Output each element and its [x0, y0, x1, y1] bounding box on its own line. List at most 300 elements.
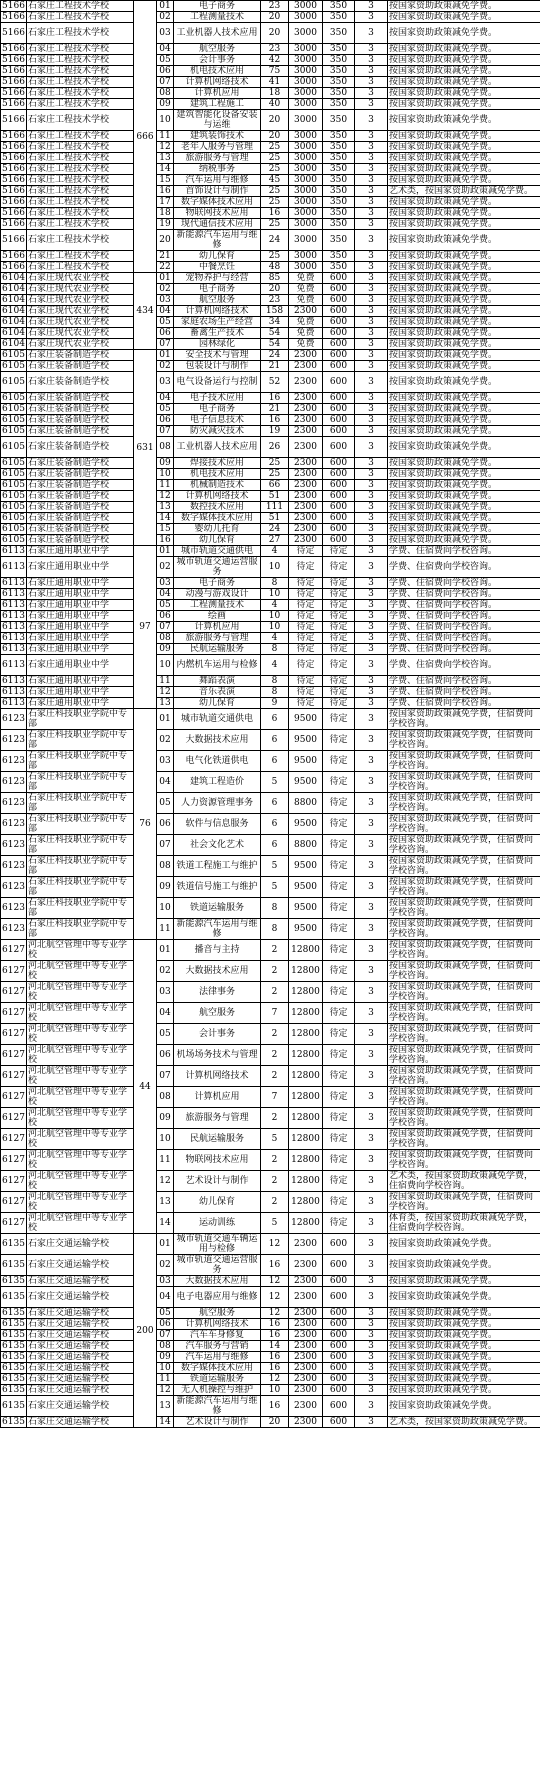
remark-cell: 按国家资助政策减免学费。	[388, 1385, 540, 1396]
major-code-cell: 09	[157, 99, 174, 110]
remark-cell: 学费、住宿费向学校咨询。	[388, 611, 540, 622]
school-name-cell: 石家庄科技职业学院中专部	[27, 835, 134, 856]
major-code-cell: 07	[157, 426, 174, 437]
study-years-cell: 3	[355, 153, 388, 164]
plan-count-cell: 4	[261, 655, 289, 676]
school-name-cell: 石家庄交通运输学校	[27, 1287, 134, 1308]
table-row	[1, 393, 540, 404]
remark-cell: 按国家资助政策减免学费。	[388, 361, 540, 372]
major-name-cell: 建筑工程造价	[174, 772, 261, 793]
school-code-cell: 6135	[1, 1255, 27, 1276]
major-name-cell: 婴幼儿托育	[174, 524, 261, 535]
major-name-cell: 家庭农场生产经营	[174, 317, 261, 328]
tuition-cell: 12800	[289, 961, 323, 982]
major-name-cell: 电气化铁道供电	[174, 751, 261, 772]
tuition-cell: 2300	[289, 361, 323, 372]
school-name-cell: 石家庄工程技术学校	[27, 77, 134, 88]
tuition-cell: 12800	[289, 1024, 323, 1045]
major-code-cell: 04	[157, 1287, 174, 1308]
study-years-cell: 3	[355, 919, 388, 940]
school-name-cell: 石家庄交通运输学校	[27, 1308, 134, 1319]
lodging-fee-cell: 待定	[323, 546, 355, 557]
table-row	[1, 219, 540, 230]
plan-count-cell: 41	[261, 77, 289, 88]
table-row	[1, 1276, 540, 1287]
major-name-cell: 电气设备运行与控制	[174, 372, 261, 393]
lodging-fee-cell: 600	[323, 1308, 355, 1319]
major-code-cell: 06	[157, 611, 174, 622]
plan-count-cell: 20	[261, 12, 289, 23]
school-code-cell: 6127	[1, 1045, 27, 1066]
plan-count-cell: 23	[261, 295, 289, 306]
remark-cell: 按国家资助政策减免学费。	[388, 175, 540, 186]
table-row	[1, 110, 540, 131]
school-code-cell: 6104	[2, 317, 25, 327]
school-code-cell: 6123	[1, 751, 27, 772]
tuition-cell: 2300	[289, 1417, 323, 1428]
tuition-cell: 待定	[289, 698, 323, 709]
lodging-fee-cell: 350	[323, 77, 355, 88]
school-name-cell: 石家庄通用职业中学	[27, 557, 134, 578]
tuition-cell: 12800	[289, 1129, 323, 1150]
major-code-cell: 08	[157, 1087, 174, 1108]
plan-count-cell: 16	[261, 1330, 289, 1341]
table-row	[1, 23, 540, 44]
school-code-cell: 5166	[2, 77, 25, 87]
school-name-cell: 石家庄通用职业中学	[27, 611, 134, 622]
plan-count-cell: 25	[261, 164, 289, 175]
tuition-cell: 待定	[289, 589, 323, 600]
tuition-cell: 免费	[289, 284, 323, 295]
tuition-cell: 2300	[289, 469, 323, 480]
lodging-fee-cell: 350	[323, 23, 355, 44]
major-name-cell: 旅游服务与管理	[174, 1108, 261, 1129]
study-years-cell: 3	[355, 317, 388, 328]
school-code-cell: 6123	[1, 919, 27, 940]
school-code-cell: 6113	[2, 633, 25, 643]
plan-count-cell: 12	[261, 1287, 289, 1308]
tuition-cell: 3000	[289, 110, 323, 131]
plan-count-cell: 27	[261, 535, 289, 546]
study-years-cell: 3	[355, 1192, 388, 1213]
remark-cell: 按国家资助政策减免学费。	[388, 491, 540, 502]
school-name-cell: 石家庄现代农业学校	[27, 284, 134, 295]
remark-cell: 按国家资助政策减免学费。	[388, 153, 540, 164]
plan-count-cell: 2	[261, 961, 289, 982]
major-name-cell: 内燃机车运用与检修	[174, 655, 261, 676]
plan-count-cell: 111	[261, 502, 289, 513]
tuition-cell: 2300	[289, 404, 323, 415]
major-code-cell: 15	[157, 175, 174, 186]
lodging-fee-cell: 待定	[323, 611, 355, 622]
plan-count-cell: 16	[261, 415, 289, 426]
major-name-cell: 安全技术与管理	[174, 350, 261, 361]
study-years-cell: 3	[355, 164, 388, 175]
plan-count-cell: 2	[261, 1066, 289, 1087]
school-code-cell: 5166	[2, 197, 25, 207]
major-name-cell: 铁道运输服务	[174, 1374, 261, 1385]
tuition-cell: 12800	[289, 1066, 323, 1087]
tuition-cell: 9500	[289, 772, 323, 793]
table-row	[1, 230, 540, 251]
major-name-cell: 中餐烹饪	[174, 262, 261, 273]
remark-cell: 按国家资助政策减免学费。	[388, 23, 540, 44]
major-name-cell: 工程测量技术	[174, 600, 261, 611]
major-code-cell: 13	[157, 1396, 174, 1417]
table-row	[1, 1352, 540, 1363]
major-name-cell: 计算机网络技术	[174, 77, 261, 88]
major-name-cell: 旅游服务与管理	[174, 633, 261, 644]
school-code-cell: 6105	[2, 491, 25, 501]
remark-cell: 学费、住宿费向学校咨询。	[388, 676, 540, 687]
major-code-cell: 03	[157, 578, 174, 589]
major-name-cell: 电子技术应用	[174, 393, 261, 404]
school-code-cell: 6127	[1, 1192, 27, 1213]
tuition-cell: 2300	[289, 415, 323, 426]
study-years-cell: 3	[355, 77, 388, 88]
major-name-cell: 计算机网络技术	[174, 306, 261, 317]
remark-cell: 按国家资助政策减免学费。	[388, 230, 540, 251]
school-name-cell: 石家庄工程技术学校	[27, 23, 134, 44]
major-code-cell: 10	[157, 110, 174, 131]
school-name-cell: 石家庄工程技术学校	[27, 251, 134, 262]
plan-count-cell: 25	[261, 251, 289, 262]
study-years-cell: 3	[355, 814, 388, 835]
remark-cell: 学费、住宿费向学校咨询。	[388, 698, 540, 709]
tuition-cell: 3000	[289, 1, 323, 12]
tuition-cell: 9500	[289, 751, 323, 772]
major-code-cell: 10	[157, 1129, 174, 1150]
study-years-cell: 3	[355, 546, 388, 557]
remark-cell: 按国家资助政策减免学费，住宿费向学校咨询。	[388, 1024, 540, 1045]
plan-count-cell: 158	[261, 306, 289, 317]
tuition-cell: 免费	[289, 295, 323, 306]
study-years-cell: 3	[355, 230, 388, 251]
table-row	[1, 1087, 540, 1108]
major-code-cell: 05	[157, 1308, 174, 1319]
remark-cell: 艺术类，按国家资助政策减免学费。	[388, 186, 540, 197]
school-code-cell: 5166	[2, 99, 25, 109]
study-years-cell: 3	[355, 1213, 388, 1234]
plan-count-cell: 75	[261, 66, 289, 77]
total-plan-cell: 76	[134, 709, 157, 940]
plan-count-cell: 2	[261, 1192, 289, 1213]
major-code-cell: 14	[157, 513, 174, 524]
table-row	[1, 535, 540, 546]
school-code-cell: 6105	[2, 415, 25, 425]
school-name-cell: 石家庄通用职业中学	[27, 644, 134, 655]
major-name-cell: 工业机器人技术应用	[174, 437, 261, 458]
lodging-fee-cell: 600	[323, 415, 355, 426]
major-code-cell: 09	[157, 458, 174, 469]
major-code-cell: 03	[157, 751, 174, 772]
school-code-cell: 6104	[2, 328, 25, 338]
school-name-cell: 石家庄装备制造学校	[27, 437, 134, 458]
table-row	[1, 676, 540, 687]
plan-count-cell: 54	[261, 339, 289, 350]
tuition-cell: 3000	[289, 77, 323, 88]
lodging-fee-cell: 待定	[323, 644, 355, 655]
major-code-cell: 17	[157, 197, 174, 208]
table-row	[1, 186, 540, 197]
table-row	[1, 751, 540, 772]
major-code-cell: 02	[157, 12, 174, 23]
study-years-cell: 3	[355, 219, 388, 230]
school-name-cell: 石家庄装备制造学校	[27, 513, 134, 524]
major-name-cell: 机械制造技术	[174, 480, 261, 491]
remark-cell: 按国家资助政策减免学费。	[388, 197, 540, 208]
tuition-cell: 2300	[289, 372, 323, 393]
remark-cell: 按国家资助政策减免学费。	[388, 328, 540, 339]
lodging-fee-cell: 350	[323, 44, 355, 55]
remark-cell: 按国家资助政策减免学费。	[388, 524, 540, 535]
table-row	[1, 284, 540, 295]
table-row	[1, 491, 540, 502]
remark-cell: 按国家资助政策减免学费。	[388, 88, 540, 99]
major-code-cell: 03	[157, 372, 174, 393]
remark-cell: 按国家资助政策减免学费，住宿费向学校咨询。	[388, 919, 540, 940]
lodging-fee-cell: 350	[323, 66, 355, 77]
remark-cell: 按国家资助政策减免学费。	[388, 1255, 540, 1276]
study-years-cell: 3	[355, 306, 388, 317]
lodging-fee-cell: 待定	[323, 1066, 355, 1087]
school-name-cell: 河北航空管理中等专业学校	[27, 1213, 134, 1234]
school-name-cell: 石家庄交通运输学校	[27, 1330, 134, 1341]
study-years-cell: 3	[355, 1066, 388, 1087]
major-name-cell: 建筑装饰技术	[174, 131, 261, 142]
plan-count-cell: 24	[261, 524, 289, 535]
lodging-fee-cell: 600	[323, 1319, 355, 1330]
major-code-cell: 05	[157, 600, 174, 611]
study-years-cell: 3	[355, 940, 388, 961]
school-code-cell: 6135	[2, 1385, 25, 1395]
study-years-cell: 3	[355, 361, 388, 372]
total-plan-cell: 200	[134, 1234, 157, 1428]
school-name-cell: 石家庄工程技术学校	[27, 164, 134, 175]
lodging-fee-cell: 600	[323, 1341, 355, 1352]
remark-cell: 按国家资助政策减免学费。	[388, 208, 540, 219]
study-years-cell: 3	[355, 1, 388, 12]
lodging-fee-cell: 600	[323, 426, 355, 437]
table-row	[1, 655, 540, 676]
plan-count-cell: 25	[261, 142, 289, 153]
school-name-cell: 河北航空管理中等专业学校	[27, 1066, 134, 1087]
study-years-cell: 3	[355, 835, 388, 856]
school-code-cell: 6105	[2, 502, 25, 512]
study-years-cell: 3	[355, 600, 388, 611]
school-name-cell: 河北航空管理中等专业学校	[27, 1171, 134, 1192]
remark-cell: 按国家资助政策减免学费。	[388, 404, 540, 415]
tuition-cell: 3000	[289, 55, 323, 66]
remark-cell: 艺术类，按国家资助政策减免学费，住宿费向学校咨询。	[388, 1171, 540, 1192]
plan-count-cell: 8	[261, 578, 289, 589]
remark-cell: 按国家资助政策减免学费。	[388, 77, 540, 88]
school-code-cell: 6105	[2, 361, 25, 371]
school-name-cell: 石家庄工程技术学校	[27, 186, 134, 197]
school-code-cell: 6113	[2, 687, 25, 697]
table-row	[1, 687, 540, 698]
tuition-cell: 免费	[289, 273, 323, 284]
study-years-cell: 3	[355, 578, 388, 589]
school-name-cell: 石家庄通用职业中学	[27, 687, 134, 698]
school-code-cell: 6135	[2, 1352, 25, 1362]
major-code-cell: 01	[157, 273, 174, 284]
school-code-cell: 6105	[1, 372, 27, 393]
table-row	[1, 208, 540, 219]
remark-cell: 按国家资助政策减免学费，住宿费向学校咨询。	[388, 877, 540, 898]
school-code-cell: 5166	[2, 208, 25, 218]
major-code-cell: 01	[157, 350, 174, 361]
major-name-cell: 机电技术应用	[174, 469, 261, 480]
major-name-cell: 防灾减灾技术	[174, 426, 261, 437]
lodging-fee-cell: 600	[323, 1330, 355, 1341]
lodging-fee-cell: 350	[323, 88, 355, 99]
study-years-cell: 3	[355, 262, 388, 273]
table-row	[1, 793, 540, 814]
school-code-cell: 5166	[2, 262, 25, 272]
remark-cell: 按国家资助政策减免学费。	[388, 1363, 540, 1374]
plan-count-cell: 48	[261, 262, 289, 273]
table-row	[1, 426, 540, 437]
study-years-cell: 3	[355, 524, 388, 535]
tuition-cell: 12800	[289, 1045, 323, 1066]
table-row	[1, 66, 540, 77]
lodging-fee-cell: 350	[323, 99, 355, 110]
plan-count-cell: 20	[261, 284, 289, 295]
plan-count-cell: 7	[261, 1087, 289, 1108]
remark-cell: 按国家资助政策减免学费。	[388, 426, 540, 437]
lodging-fee-cell: 600	[323, 1287, 355, 1308]
school-code-cell: 5166	[2, 66, 25, 76]
lodging-fee-cell: 350	[323, 186, 355, 197]
school-name-cell: 河北航空管理中等专业学校	[27, 1129, 134, 1150]
remark-cell: 按国家资助政策减免学费。	[388, 350, 540, 361]
lodging-fee-cell: 600	[323, 284, 355, 295]
table-row	[1, 404, 540, 415]
tuition-cell: 3000	[289, 99, 323, 110]
study-years-cell: 3	[355, 898, 388, 919]
major-name-cell: 铁道工程施工与维护	[174, 856, 261, 877]
table-row	[1, 480, 540, 491]
table-row	[1, 44, 540, 55]
lodging-fee-cell: 待定	[323, 751, 355, 772]
plan-count-cell: 2	[261, 1171, 289, 1192]
lodging-fee-cell: 600	[323, 458, 355, 469]
table-row	[1, 546, 540, 557]
plan-count-cell: 8	[261, 676, 289, 687]
plan-count-cell: 7	[261, 1003, 289, 1024]
plan-count-cell: 5	[261, 1213, 289, 1234]
lodging-fee-cell: 600	[323, 437, 355, 458]
school-code-cell: 5166	[2, 12, 25, 22]
major-code-cell: 07	[157, 77, 174, 88]
tuition-cell: 2300	[289, 513, 323, 524]
study-years-cell: 3	[355, 12, 388, 23]
table-row	[1, 469, 540, 480]
plan-count-cell: 20	[261, 131, 289, 142]
plan-count-cell: 2	[261, 1045, 289, 1066]
tuition-cell: 待定	[289, 600, 323, 611]
remark-cell: 按国家资助政策减免学费，住宿费向学校咨询。	[388, 940, 540, 961]
lodging-fee-cell: 350	[323, 175, 355, 186]
tuition-cell: 免费	[289, 328, 323, 339]
school-name-cell: 石家庄科技职业学院中专部	[27, 856, 134, 877]
remark-cell: 按国家资助政策减免学费，住宿费向学校咨询。	[388, 1108, 540, 1129]
lodging-fee-cell: 600	[323, 1396, 355, 1417]
remark-cell: 按国家资助政策减免学费。	[388, 66, 540, 77]
lodging-fee-cell: 待定	[323, 919, 355, 940]
major-code-cell: 02	[157, 730, 174, 751]
school-name-cell: 石家庄通用职业中学	[27, 546, 134, 557]
school-name-cell: 石家庄通用职业中学	[27, 600, 134, 611]
school-code-cell: 6105	[2, 426, 25, 436]
table-row	[1, 1003, 540, 1024]
plan-count-cell: 23	[261, 44, 289, 55]
remark-cell: 按国家资助政策减免学费。	[388, 1396, 540, 1417]
tuition-cell: 2300	[289, 1330, 323, 1341]
school-name-cell: 石家庄装备制造学校	[27, 372, 134, 393]
lodging-fee-cell: 600	[323, 524, 355, 535]
remark-cell: 按国家资助政策减免学费。	[388, 1276, 540, 1287]
tuition-cell: 待定	[289, 655, 323, 676]
school-name-cell: 河北航空管理中等专业学校	[27, 1108, 134, 1129]
school-code-cell: 6105	[2, 469, 25, 479]
lodging-fee-cell: 待定	[323, 1171, 355, 1192]
school-code-cell: 6135	[2, 1308, 25, 1318]
plan-count-cell: 12	[261, 1374, 289, 1385]
remark-cell: 按国家资助政策减免学费。	[388, 306, 540, 317]
lodging-fee-cell: 待定	[323, 1045, 355, 1066]
plan-count-cell: 24	[261, 350, 289, 361]
table-row	[1, 1363, 540, 1374]
remark-cell: 按国家资助政策减免学费，住宿费向学校咨询。	[388, 898, 540, 919]
plan-count-cell: 6	[261, 751, 289, 772]
school-name-cell: 石家庄装备制造学校	[27, 491, 134, 502]
lodging-fee-cell: 350	[323, 262, 355, 273]
study-years-cell: 3	[355, 328, 388, 339]
table-row	[1, 633, 540, 644]
remark-cell: 学费、住宿费向学校咨询。	[388, 600, 540, 611]
total-plan-cell: 666	[134, 1, 157, 273]
school-name-cell: 石家庄工程技术学校	[27, 175, 134, 186]
major-code-cell: 02	[157, 284, 174, 295]
tuition-cell: 3000	[289, 142, 323, 153]
major-name-cell: 计算机网络技术	[174, 491, 261, 502]
table-row	[1, 131, 540, 142]
remark-cell: 按国家资助政策减免学费。	[388, 1308, 540, 1319]
plan-count-cell: 16	[261, 1396, 289, 1417]
plan-count-cell: 8	[261, 687, 289, 698]
major-name-cell: 数字媒体技术应用	[174, 1363, 261, 1374]
lodging-fee-cell: 待定	[323, 793, 355, 814]
school-code-cell: 6127	[1, 1066, 27, 1087]
tuition-cell: 3000	[289, 175, 323, 186]
school-code-cell: 6104	[2, 295, 25, 305]
table-row	[1, 1287, 540, 1308]
table-row	[1, 339, 540, 350]
study-years-cell: 3	[355, 709, 388, 730]
study-years-cell: 3	[355, 655, 388, 676]
major-name-cell: 电子商务	[174, 578, 261, 589]
major-name-cell: 汽车车身修复	[174, 1330, 261, 1341]
major-code-cell: 05	[157, 55, 174, 66]
remark-cell: 按国家资助政策减免学费。	[388, 55, 540, 66]
major-name-cell: 绘画	[174, 611, 261, 622]
school-name-cell: 石家庄工程技术学校	[27, 208, 134, 219]
plan-count-cell: 45	[261, 175, 289, 186]
remark-cell: 按国家资助政策减免学费。	[388, 1234, 540, 1255]
major-code-cell: 09	[157, 877, 174, 898]
